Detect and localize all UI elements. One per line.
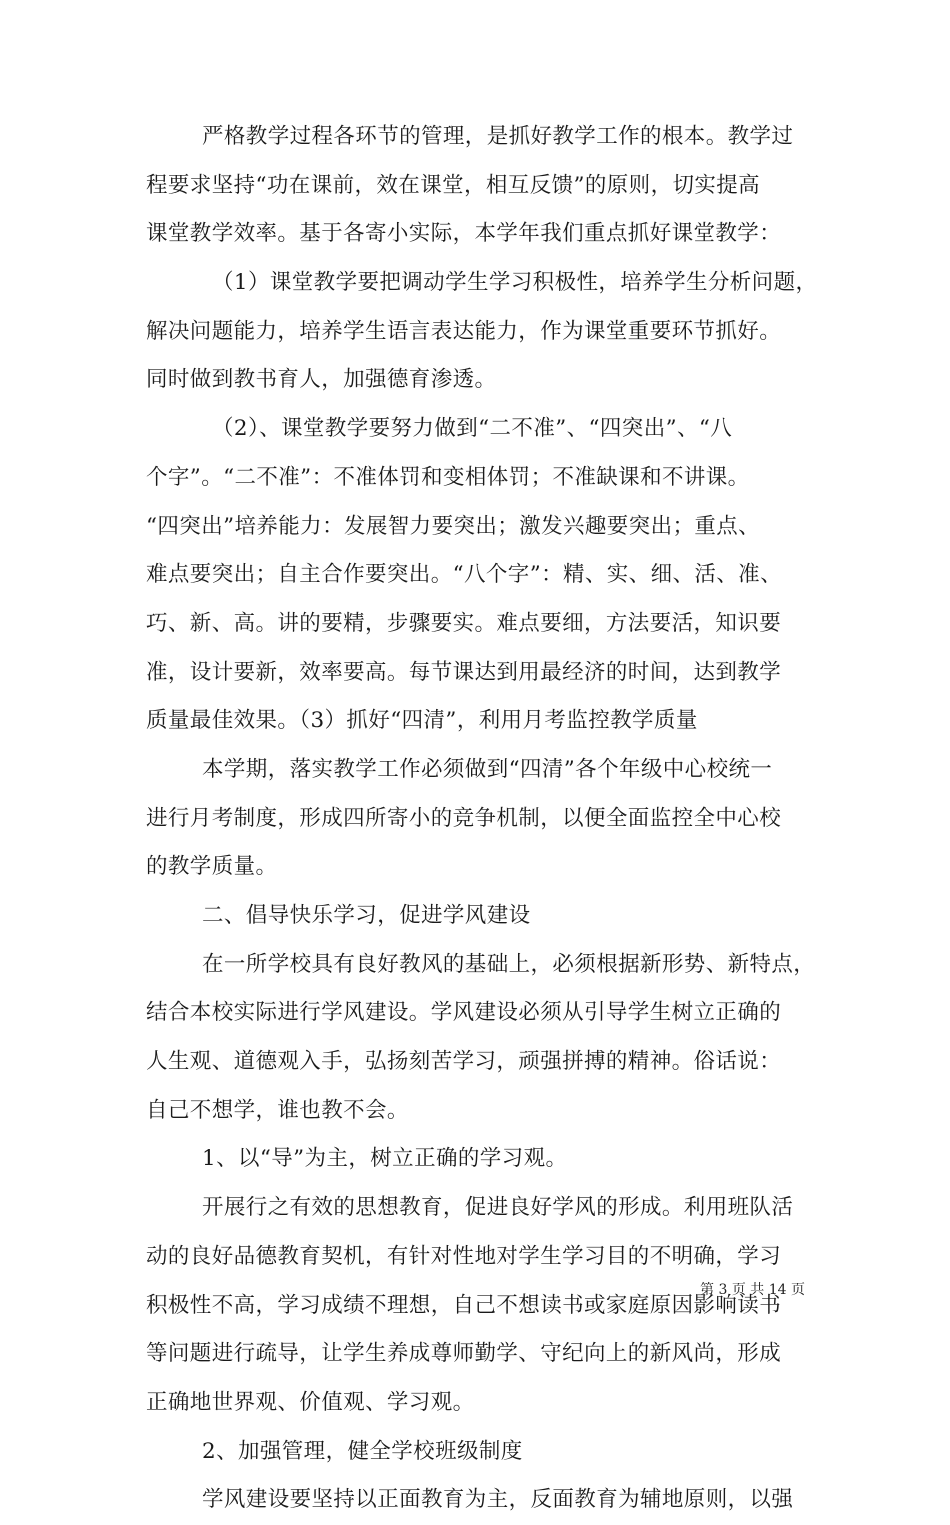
text-line: 积极性不高，学习成绩不理想，自己不想读书或家庭原因影响读书 (146, 1292, 782, 1318)
text-line: 正确地世界观、价值观、学习观。 (146, 1389, 475, 1415)
text-line: 2、加强管理，健全学校班级制度 (202, 1438, 523, 1464)
text-line: 课堂教学效率。基于各寄小实际，本学年我们重点抓好课堂教学： (146, 221, 782, 247)
text-line: 严格教学过程各环节的管理，是抓好教学工作的根本。教学过 (202, 124, 794, 149)
text-line: 本学期，落实教学工作必须做到“四清”各个年级中心校统一 (202, 756, 773, 782)
page-number: 第 3 页 共 14 页 (700, 1282, 805, 1298)
text-line: 准，设计要新，效率要高。每节课达到用最经济的时间，达到教学 (146, 659, 782, 685)
text-line: 学风建设要坚持以正面教育为主，反面教育为辅地原则，以强 (202, 1487, 794, 1513)
text-line: 自己不想学，谁也教不会。 (146, 1097, 409, 1123)
text-line: 难点要突出；自主合作要突出。“八个字”：精、实、细、活、准、 (146, 562, 782, 588)
text-line: 开展行之有效的思想教育，促进良好学风的形成。利用班队活 (202, 1195, 794, 1221)
text-line: 的教学质量。 (146, 854, 278, 880)
text-line: 个字”。“二不准”：不准体罚和变相体罚；不准缺课和不讲课。 (146, 464, 750, 490)
text-line: 动的良好品德教育契机，有针对性地对学生学习目的不明确，学习 (146, 1243, 782, 1269)
text-line: 质量最佳效果。（3）抓好“四清”，利用月考监控教学质量 (146, 708, 698, 734)
text-line: 在一所学校具有良好教风的基础上，必须根据新形势、新特点， (202, 951, 816, 977)
text-line: （1）课堂教学要把调动学生学习积极性，培养学生分析问题， (212, 270, 818, 296)
document-body (146, 113, 818, 1525)
text-line: 解决问题能力，培养学生语言表达能力，作为课堂重要环节抓好。 (146, 318, 782, 344)
text-line: 同时做到教书育人，加强德育渗透。 (146, 367, 497, 393)
text-line: 程要求坚持“功在课前，效在课堂，相互反馈”的原则，切实提高 (146, 172, 761, 198)
text-line: 等问题进行疏导，让学生养成尊师勤学、守纪向上的新风尚，形成 (146, 1341, 782, 1367)
text-line: 人生观、道德观入手，弘扬刻苦学习，顽强拼搏的精神。俗话说： (146, 1049, 782, 1075)
text-line: 巧、新、高。讲的要精，步骤要实。难点要细，方法要活，知识要 (146, 610, 782, 636)
text-line: 1、以“导”为主，树立正确的学习观。 (202, 1146, 568, 1172)
text-line: 二、倡导快乐学习，促进学风建设 (202, 903, 531, 928)
text-line: 进行月考制度，形成四所寄小的竞争机制，以便全面监控全中心校 (146, 805, 782, 831)
text-line: “四突出”培养能力：发展智力要突出；激发兴趣要突出；重点、 (146, 513, 761, 539)
text-line: 结合本校实际进行学风建设。学风建设必须从引导学生树立正确的 (146, 1000, 782, 1026)
text-line: （2）、课堂教学要努力做到“二不准”、“四突出”、“八 (212, 416, 733, 442)
